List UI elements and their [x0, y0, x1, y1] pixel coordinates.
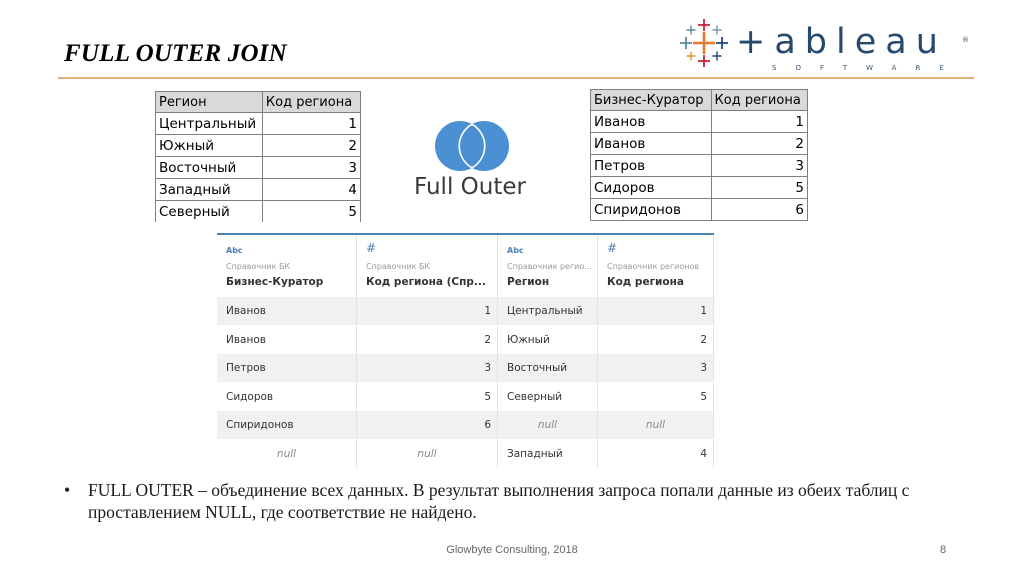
grid-cell: 3 [598, 354, 714, 382]
table-cell: Иванов [591, 133, 712, 155]
grid-row [217, 297, 714, 325]
column-source: Справочник регионов [607, 262, 700, 271]
string-type-icon: Abc [226, 246, 243, 255]
table-cell: Иванов [591, 111, 712, 133]
table-row [156, 157, 361, 179]
grid-cell: Северный [498, 383, 598, 411]
table-cell: Восточный [156, 157, 263, 179]
table-cell: 3 [711, 155, 807, 177]
grid-cell: Спиридонов [217, 411, 357, 439]
grid-cell: Южный [498, 326, 598, 354]
table-cell: Западный [156, 179, 263, 201]
table-cell: Южный [156, 135, 263, 157]
grid-cell: Иванов [217, 297, 357, 325]
column-source: Справочник БК [366, 262, 431, 271]
grid-column-header[interactable] [357, 235, 498, 297]
column-source: Справочник БК [226, 262, 291, 271]
grid-cell: 5 [357, 383, 498, 411]
column-name: Код региона [607, 276, 684, 288]
grid-cell: 4 [598, 440, 714, 468]
table-cell: 5 [711, 177, 807, 199]
logo-cross-mark [680, 37, 692, 49]
table-row [591, 155, 808, 177]
grid-cell: 3 [357, 354, 498, 382]
logo-cross-mark [687, 26, 696, 35]
logo-cross-mark [716, 37, 728, 49]
table-cell: Спиридонов [591, 199, 712, 221]
table-cell: 3 [262, 157, 360, 179]
column-header: Бизнес-Куратор [591, 90, 712, 111]
table-row [156, 179, 361, 201]
grid-cell: 1 [598, 297, 714, 325]
null-cell: null [217, 440, 357, 468]
title-divider [58, 77, 974, 79]
grid-column-header[interactable] [498, 235, 598, 297]
logo-subtitle: SOFTWARE [772, 64, 963, 72]
grid-cell: Западный [498, 440, 598, 468]
logo-cross-mark [687, 52, 696, 61]
grid-row [217, 411, 714, 439]
tableau-logo [676, 14, 976, 74]
table-cell: 2 [711, 133, 807, 155]
column-header: Код региона [262, 92, 360, 113]
table-cell: 2 [262, 135, 360, 157]
table-cell: 4 [262, 179, 360, 201]
grid-cell: 2 [357, 326, 498, 354]
column-header: Код региона [711, 90, 807, 111]
string-type-icon: Abc [507, 246, 524, 255]
column-source: Справочник регио... [507, 262, 592, 271]
bullet-marker: • [64, 480, 71, 500]
table-row [156, 201, 361, 223]
curators-table [590, 89, 808, 221]
table-cell: 6 [711, 199, 807, 221]
table-row [591, 111, 808, 133]
logo-cross-mark [693, 32, 715, 54]
grid-cell: 5 [598, 383, 714, 411]
logo-cross-mark [698, 19, 710, 31]
bullet-text: FULL OUTER – объединение всех данных. В результат выполнения запроса попали данные из обеих таблиц с проставлением NULL, где соответствие не найдено. [88, 480, 910, 522]
column-name: Код региона (Спр... [366, 276, 486, 288]
regions-table [155, 91, 361, 223]
crop-mask [150, 222, 370, 230]
join-result-grid [217, 233, 714, 465]
join-type-label: Full Outer [414, 174, 526, 200]
grid-cell: Петров [217, 354, 357, 382]
grid-row [217, 326, 714, 354]
table-cell: Северный [156, 201, 263, 223]
grid-cell: Иванов [217, 326, 357, 354]
grid-cell: Восточный [498, 354, 598, 382]
grid-column-header[interactable] [217, 235, 357, 297]
number-type-icon: # [366, 241, 377, 255]
table-cell: Сидоров [591, 177, 712, 199]
table-cell: 1 [711, 111, 807, 133]
table-cell: 1 [262, 113, 360, 135]
logo-cross-mark [713, 52, 722, 61]
grid-column-header[interactable] [598, 235, 714, 297]
grid-cell: 6 [357, 411, 498, 439]
null-cell: null [598, 411, 714, 439]
table-cell: Центральный [156, 113, 263, 135]
null-cell: null [498, 411, 598, 439]
number-type-icon: # [607, 241, 618, 255]
table-row [591, 177, 808, 199]
grid-cell: Сидоров [217, 383, 357, 411]
logo-registered-mark: ® [962, 36, 969, 44]
venn-full-outer-icon [432, 120, 512, 172]
grid-row [217, 354, 714, 382]
table-row [156, 113, 361, 135]
logo-wordmark: +ableau [736, 22, 947, 62]
table-row [156, 135, 361, 157]
grid-cell: 1 [357, 297, 498, 325]
grid-row [217, 383, 714, 411]
table-cell: Петров [591, 155, 712, 177]
column-name: Регион [507, 276, 550, 288]
page-number: 8 [940, 544, 947, 556]
tableau-cross-icon [676, 14, 732, 72]
table-row [591, 133, 808, 155]
logo-cross-mark [713, 26, 722, 35]
grid-row [217, 440, 714, 468]
grid-cell: Центральный [498, 297, 598, 325]
slide-title: FULL OUTER JOIN [64, 40, 287, 67]
column-name: Бизнес-Куратор [226, 276, 324, 288]
logo-cross-mark [698, 55, 710, 67]
table-row [591, 199, 808, 221]
column-header: Регион [156, 92, 263, 113]
table-cell: 5 [262, 201, 360, 223]
null-cell: null [357, 440, 498, 468]
slide-footer: Glowbyte Consulting, 2018 [446, 544, 578, 556]
grid-cell: 2 [598, 326, 714, 354]
